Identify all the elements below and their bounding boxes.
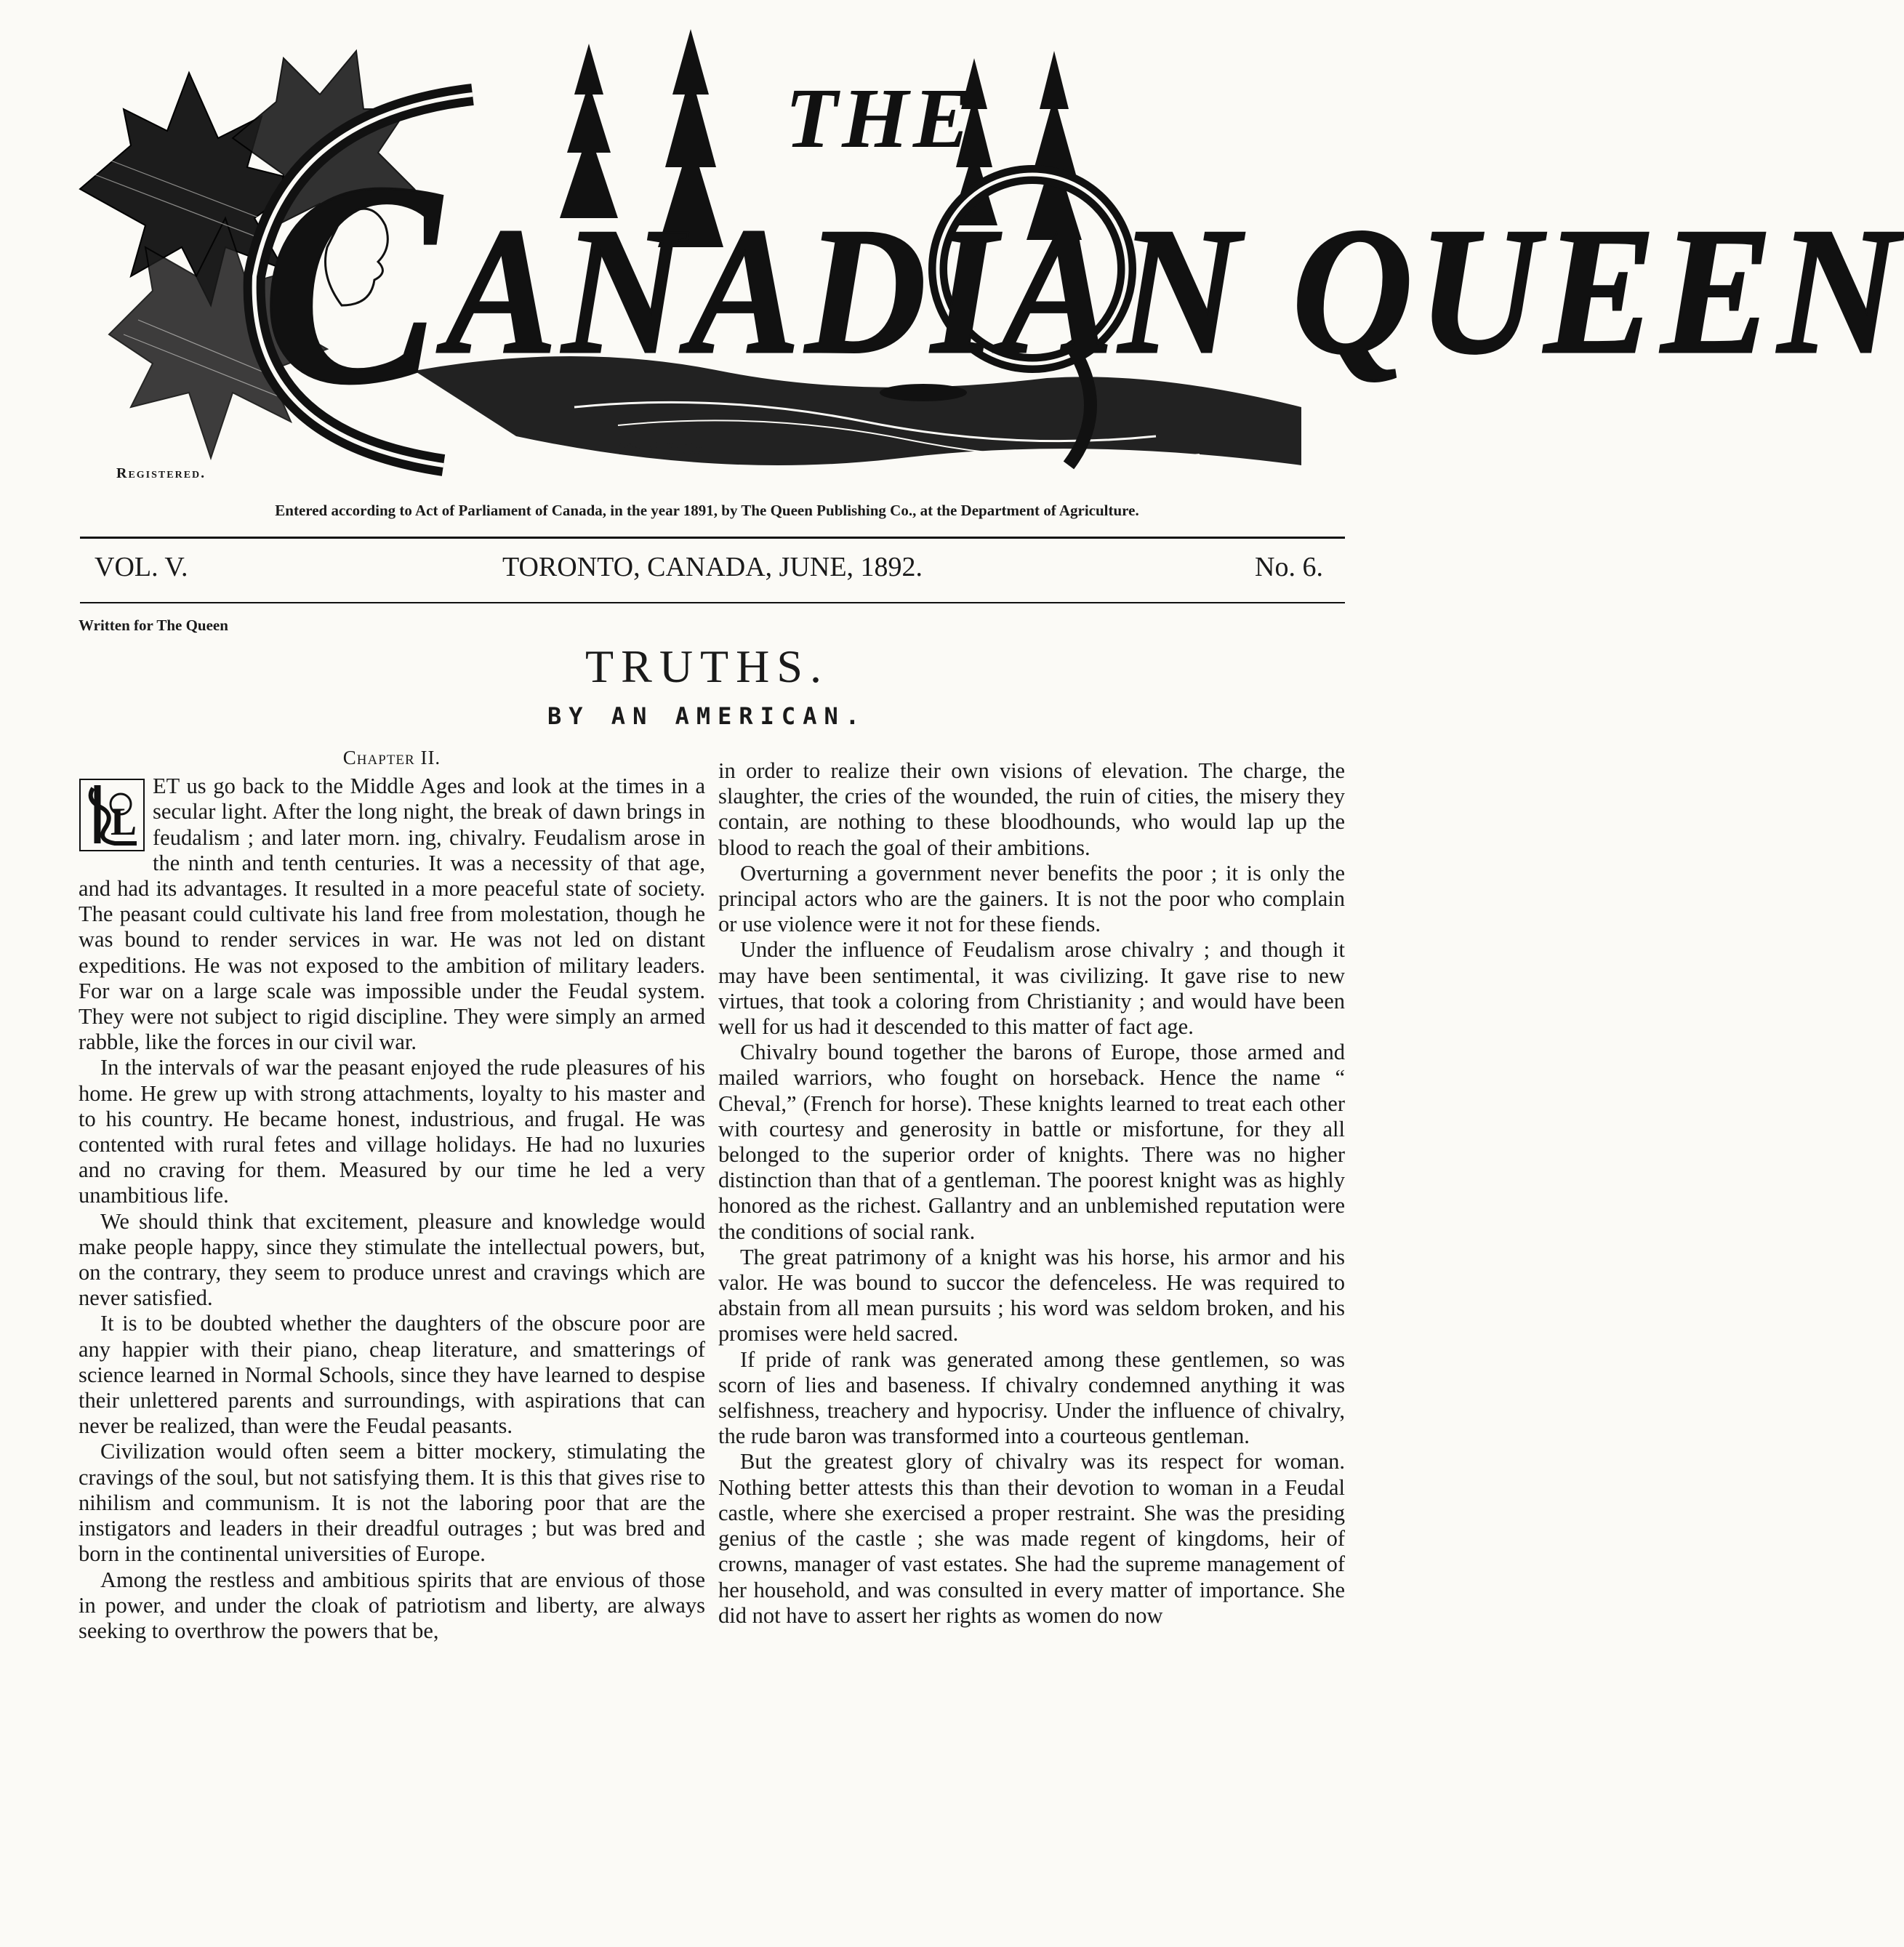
masthead-title-cap: C: [262, 122, 446, 444]
left-paragraph-3: We should think that excitement, pleasure and knowledge would make people happy, since they stimulate the intellectual powers, but, on the contrary, they seem to produce unrest and cravings which are never satisfied.: [79, 1208, 705, 1311]
left-paragraph-1: ET us go back to the Middle Ages and look at the times in a secular light. After the long night, the break of dawn brings in feudalism ; and later morn. ing, chivalry. Feudalism arose in the ninth and tenth centuries. It was a necessity of that age, and had its advantages. It resulted in a more peaceful state of society. The peasant could cultivate his land free from molestation, though he was bound to render services in war. He was not led on distant expeditions. He was not exposed to the ambition of military leaders. For war on a large scale was impossible under the Feudal system. They were not subject to rigid discipline. They were simply an armed rabble, like the forces in our civil war.: [79, 774, 705, 1055]
written-for-note: Written for The Queen: [79, 617, 228, 634]
left-paragraph-4: It is to be doubted whether the daughters of the obscure poor are any happier with their piano, cheap literature, and smatterings of science learned in Normal Schools, since they have learned to despise their unlettered parents and surroundings, with aspirations that can never be realized, than were the Feudal peasants.: [79, 1311, 705, 1439]
left-paragraph-5: Civilization would often seem a bitter mockery, stimulating the cravings of the soul, but not satisfying them. It is this that gives rise to nihilism and communism. It is not the laboring poor that are the instigators and leaders in their dreadful outrages ; but was bred and born in the continental universities of Europe.: [79, 1439, 705, 1567]
left-paragraph-6: Among the restless and ambitious spirits that are envious of those in power, and under the cloak of patriotism and liberty, are always seeking to overthrow the powers that be,: [79, 1567, 705, 1643]
ornamental-dropcap-icon: [79, 778, 145, 852]
right-paragraph-2: Overturning a government never benefits the poor ; it is only the principal actors who are the gainers. It is not the poor who complain or use violence were it not for these fiends.: [718, 860, 1345, 937]
right-column: [718, 758, 1345, 1629]
engraver-signature: Tinsel & Co: [618, 440, 703, 459]
masthead-title-rest: ANADIAN QUEEN: [445, 190, 1904, 392]
masthead-the: THE: [785, 71, 975, 166]
registered-mark: Registered.: [116, 465, 206, 481]
article-title: TRUTHS.: [585, 641, 829, 692]
chapter-heading: Chapter II.: [342, 747, 441, 768]
issue-volume: VOL. V.: [95, 552, 188, 582]
left-paragraph-2: In the intervals of war the peasant enjoyed the rude pleasures of his home. He grew up with strong attachments, loyalty to his master and to his country. He became honest, industrious, and frugal. He was contented with rural fetes and village holidays. He had no luxuries and no craving for them. Measured by our time he led a very unambitious life.: [79, 1055, 705, 1208]
issue-place-date: TORONTO, CANADA, JUNE, 1892.: [502, 552, 923, 582]
dropcap-letter: L: [111, 800, 137, 844]
masthead: [65, 29, 1904, 494]
issue-rule-bottom: [80, 602, 1345, 603]
right-paragraph-5: The great patrimony of a knight was his horse, his armor and his valor. He was bound to succor the defenceless. He was required to abstain from all mean pursuits ; his word was seldom broken, and his promises were held sacred.: [718, 1244, 1345, 1346]
issue-number: No. 6.: [1255, 552, 1323, 582]
right-paragraph-1: in order to realize their own visions of elevation. The charge, the slaughter, the cries of the wounded, the ruin of cities, the misery they contain, are nothing to these bloodhounds, who would lap up the blood to reach the goal of their ambitions.: [718, 758, 1345, 860]
right-paragraph-3: Under the influence of Feudalism arose chivalry ; and though it may have been sentimental, it was civilizing. It gave rise to new virtues, that took a coloring from Christianity ; and would have been well for us had it descended to this matter of fact age.: [718, 937, 1345, 1040]
right-paragraph-6: If pride of rank was generated among these gentlemen, so was scorn of lies and baseness. If chivalry condemned anything it was selfishness, treachery and hypocrisy. Under the influence of chivalry, the rude baron was transformed into a courteous gentleman.: [718, 1346, 1345, 1449]
right-paragraph-4: Chivalry bound together the barons of Europe, those armed and mailed warriors, who fought on horseback. Hence the name “ Cheval,” (French for horse). These knights learned to treat each other with courtesy and generosity in battle or misfortune, for they all belonged to the superior order of knights. There was no higher distinction than that of a gentleman. The poorest knight was as highly honored as the richest. Gallantry and an unblemished reputation were the conditions of social rank.: [718, 1040, 1345, 1244]
article-byline: BY AN AMERICAN.: [547, 702, 867, 730]
copyright-notice: Entered according to Act of Parliament of Canada, in the year 1891, by The Queen Publishing Co., at the Department of Agriculture.: [275, 502, 1139, 519]
issue-rule-top: [80, 537, 1345, 539]
issue-bar: [80, 551, 1345, 592]
left-column: [79, 745, 705, 1644]
right-paragraph-7: But the greatest glory of chivalry was its respect for woman. Nothing better attests this than their devotion to woman in a Feudal castle, where she exercised a proper restraint. She was the presiding genius of the castle ; she was made regent of kingdoms, heir of crowns, manager of vast estates. She had the supreme management of her household, and was consulted in every matter of importance. She did not have to assert her rights as women do now: [718, 1449, 1345, 1628]
masthead-title: [262, 122, 1904, 444]
